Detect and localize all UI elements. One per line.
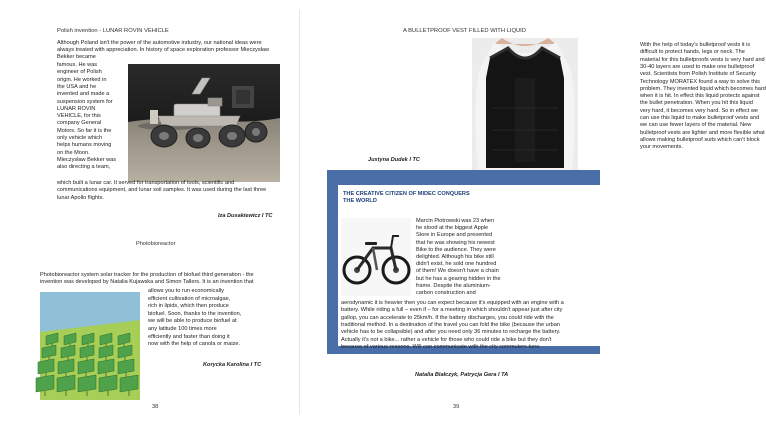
article-heading: Photobioreactor <box>136 241 176 247</box>
text-line: now with the help of canola or maize. <box>148 341 241 348</box>
text-line: difficult to protect hands, legs or neck. The <box>640 49 745 56</box>
text-line: very hard, it becomes very hard. So in effect we <box>640 107 759 114</box>
text-line: bulletproof vests are lighter and more flexible what <box>640 129 765 136</box>
text-line: Although Poland isn't the power of the automotive industry, our national ideas were <box>57 40 262 46</box>
page-header: A BULLETPROOF VEST FILLED WITH LIQUID <box>403 28 526 34</box>
text-line: invented and made a <box>57 91 110 98</box>
article-signature: Natalia Białczyk, Patrycja Gera I TA <box>415 372 509 378</box>
article-title-line: THE WORLD <box>343 198 377 205</box>
page-header: Polish invention - LUNAR ROVIN VEHICLE <box>57 28 169 34</box>
text-line: company General <box>57 120 102 127</box>
page-number: 39 <box>453 404 460 410</box>
text-line: biofuel. Soon, thanks to the invention, <box>148 310 242 317</box>
bioreactor-panel <box>120 375 138 392</box>
text-line: origin. He worked in <box>57 76 107 83</box>
text-line: engineer of Polish <box>57 69 102 76</box>
text-line: delighted. Although his bike still <box>416 254 494 260</box>
text-line: frame. Despite the aluminium- <box>416 282 491 289</box>
text-line: LUNAR ROVIN <box>57 105 96 112</box>
text-line: invention was developed by Natalia Kujawska and Simon Tallers. It is an invention that <box>40 279 254 286</box>
text-line: Bekker became <box>57 54 96 61</box>
text-line: efficiently and faster than doing it <box>148 333 230 340</box>
text-line: rich in lipids, which then produce <box>148 303 229 310</box>
left-page <box>0 0 300 424</box>
text-line: that he was showing his newest <box>416 239 495 246</box>
text-line: didn't exist, he sold one hundred <box>416 261 497 268</box>
text-line: gallop, you can accelerate to 25km/h. If the battery discharges, you could ride with the <box>341 314 554 321</box>
lunar-rover-photo <box>128 64 280 182</box>
text-line: vest. Scientists from Polish Institute of Security <box>640 71 756 78</box>
text-line: VEHICLE, for this <box>57 113 101 120</box>
text-line: we will be able to produce biofuel at <box>148 318 237 325</box>
text-line: Photobioreactor system solar tracker for the production of biofuel third generation - the <box>40 272 254 278</box>
text-line: 30-40 layers are used to make one bulletproof <box>640 63 755 70</box>
text-line: the USA and he <box>57 83 97 90</box>
text-line: communications equipment, and lunar soil samples. It was used during the last three <box>57 187 267 194</box>
text-line: when it is hit. In effect this liquid protects against <box>640 93 760 100</box>
text-line: allows making bulletproof suits which can't block <box>640 136 760 143</box>
text-line: Marcin Piotrowski was 23 when <box>416 218 495 224</box>
text-line: efficient cultivation of microalgae, <box>148 295 231 302</box>
bioreactor-panel <box>78 375 96 392</box>
article-title-line: THE CREATIVE CITIZEN OF MIDEC CONQUERS <box>343 191 470 197</box>
text-line: always treated with appreciation. In history of space exploration professor Mieczysław <box>57 47 270 54</box>
text-line: Bike to the audience. They were <box>416 246 496 253</box>
text-line: of them! We doesn't have a chain <box>416 268 499 275</box>
text-line: allows you to run economically <box>148 288 224 294</box>
text-line: helps humans moving <box>57 142 112 149</box>
text-line: carbon construction and <box>416 290 476 296</box>
text-line: aerodynamic it is heavier then you can expect because it's equipped with an engine with a <box>341 300 564 306</box>
bioreactor-panel <box>99 375 117 392</box>
bioreactor-panel <box>36 375 54 392</box>
text-line: any latitude 100 times more <box>148 326 217 332</box>
text-line: famous. He was <box>57 62 98 68</box>
text-line: can use this liquid to make bulletproof vests and <box>640 115 760 121</box>
text-line: lunar Apollo flights. <box>57 194 104 201</box>
photobioreactor-illustration <box>40 292 140 400</box>
text-line: we can use fewer layers of the material. New <box>640 122 752 129</box>
article-signature: Korycka Karolina I TC <box>203 362 262 368</box>
text-line: on the Moon. <box>57 149 90 156</box>
bulletproof-vest-photo <box>472 38 578 174</box>
text-line: the bullet penetration. When you hit this liquid <box>640 100 753 107</box>
text-line: which built a lunar car. It served for transportation of tools, scientific and <box>57 180 235 186</box>
text-line: only vehicle which <box>57 135 103 141</box>
bioreactor-panel <box>57 375 75 392</box>
text-line: Technology MORATEX found a way to solve this <box>640 78 760 85</box>
text-line: problem. They invented liquid which becomes hard <box>640 85 766 92</box>
text-line: Mieczysław Bekker was <box>57 156 117 163</box>
text-line: also directing a team, <box>57 164 111 171</box>
text-line: your movements. <box>640 144 683 151</box>
text-line: because of various reasons. Will can communicate with the city commuters tune. <box>341 343 541 350</box>
text-line: suspension system for <box>57 98 113 105</box>
text-line: but he has a gearing hidden in the <box>416 275 501 282</box>
article-signature: Justyna Dudek I TC <box>368 157 420 163</box>
text-line: Actually it's not a bike... rather a vehicle for those who could ride a bike but they don't <box>341 336 552 343</box>
text-line: battery. While riding a full – even if – for a meeting in which shouldn't appear just after city <box>341 307 563 314</box>
text-line: With the help of today's bulletproof vests it is <box>640 42 751 48</box>
text-line: material for this bulletproofs vests is very hard and <box>640 56 765 63</box>
page-number: 38 <box>152 404 159 410</box>
text-line: traditional method. In a destination of the travel you can fold the bike (because the urban <box>341 321 560 328</box>
text-line: Store in Europe and presented <box>416 232 493 239</box>
text-line: Motors. So far it is the <box>57 127 112 134</box>
text-line: vehicle has to be collapsible) and after you need only 36 minutes to recharge the battery. <box>341 329 561 336</box>
text-line: he stood at the biggest Apple <box>416 225 489 232</box>
article-signature: Iza Dusakiewicz I TC <box>218 213 273 219</box>
electric-bike-photo <box>341 218 411 296</box>
